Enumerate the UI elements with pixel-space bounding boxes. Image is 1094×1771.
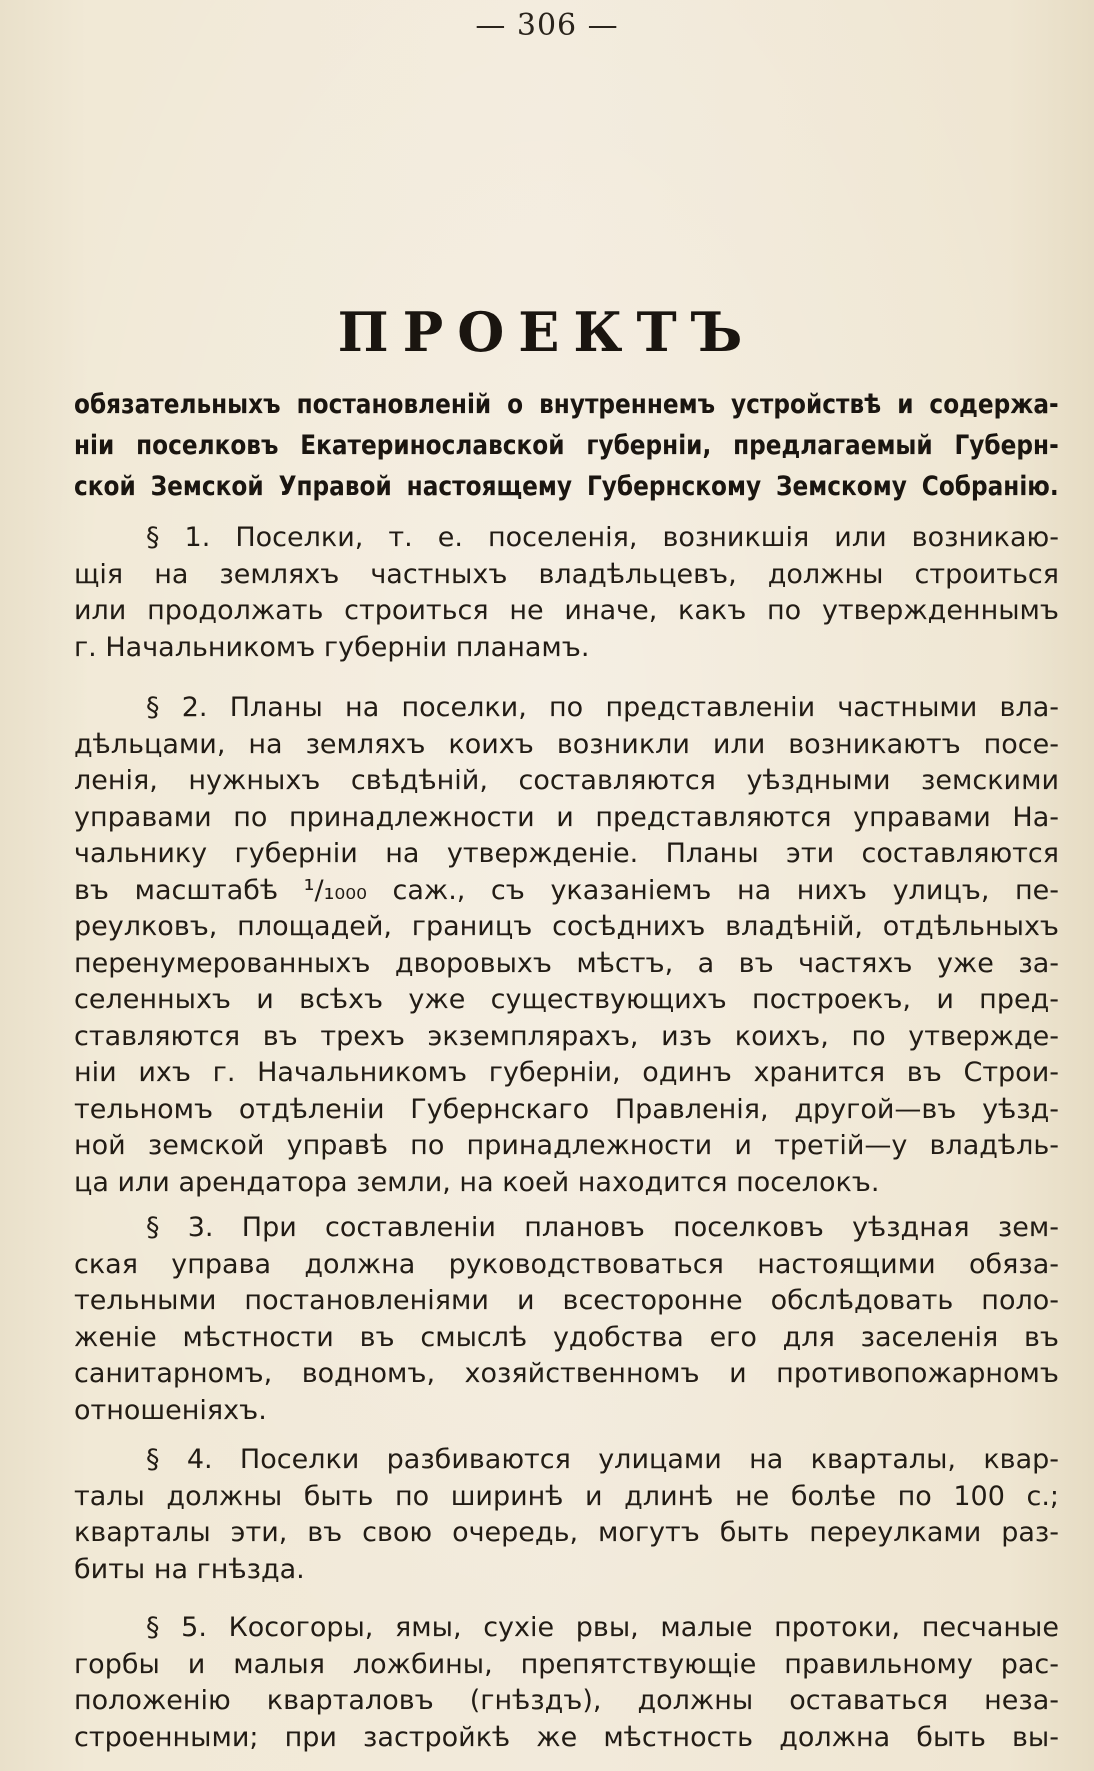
paragraph-line: управами по принадлежности и представляются управами На- (74, 801, 1059, 833)
paragraph-line: ставляются въ трехъ экземплярахъ, изъ коихъ, по утвержде- (74, 1020, 1059, 1052)
subtitle-line: обязательныхъ постановленій о внутреннемъ устройствѣ и содержа- (74, 389, 1059, 420)
paragraph-line: положенію кварталовъ (гнѣздъ), должны оставаться неза- (74, 1685, 1059, 1716)
paragraph-line: талы должны быть по ширинѣ и длинѣ не болѣе по 100 с.; (74, 1480, 1059, 1512)
paragraph-line: или продолжать строиться не иначе, какъ по утвержденнымъ (74, 595, 1059, 626)
paragraph-3 (74, 1210, 1059, 1429)
paragraph-line: § 3. При составленіи плановъ поселковъ уѣздная зем- (146, 1212, 1059, 1243)
paragraph-line: отношеніяхъ. (74, 1394, 267, 1426)
paragraph-line: тельномъ отдѣленіи Губернскаго Правленія, другой—въ уѣзд- (74, 1093, 1059, 1125)
paragraph-line: тельными постановленіями и всесторонне обслѣдовать поло- (74, 1285, 1059, 1316)
paragraph-line: § 5. Косогоры, ямы, сухіе рвы, малые протоки, песчаные (146, 1612, 1059, 1643)
paragraph-line: § 4. Поселки разбиваются улицами на кварталы, квар- (146, 1444, 1059, 1475)
paragraph-line: селенныхъ и всѣхъ уже существующихъ построекъ, и пред- (74, 984, 1059, 1015)
subtitle-line: ской Земской Управой настоящему Губернскому Земскому Собранію. (74, 471, 1059, 502)
paragraph-line: санитарномъ, водномъ, хозяйственномъ и противопожарномъ (74, 1358, 1059, 1389)
paragraph-line: женіе мѣстности въ смыслѣ удобства его для заселенія въ (74, 1321, 1059, 1353)
paragraph-1 (74, 520, 1059, 666)
paragraph-5 (74, 1610, 1059, 1756)
page-number: — 306 — (475, 8, 619, 43)
paragraph-line: дѣльцами, на земляхъ коихъ возникли или возникаютъ посе- (74, 728, 1059, 760)
paragraph-line: биты на гнѣзда. (74, 1553, 305, 1585)
paragraph-line: строенными; при застройкѣ же мѣстность должна быть вы- (74, 1721, 1059, 1753)
paragraph-line: ніи ихъ г. Начальникомъ губерніи, одинъ хранится въ Строи- (74, 1057, 1059, 1088)
paragraph-line: § 2. Планы на поселки, по представленіи частными вла- (146, 692, 1059, 723)
paragraph-line: щія на земляхъ частныхъ владѣльцевъ, должны строиться (74, 558, 1059, 590)
paragraph-2 (74, 690, 1059, 1201)
paragraph-line: горбы и малыя ложбины, препятствующіе правильному рас- (74, 1648, 1059, 1680)
paragraph-line: ленія, нужныхъ свѣдѣній, составляются уѣздными земскими (74, 765, 1059, 796)
subtitle-line: ніи поселковъ Екатеринославской губерніи, предлагаемый Губерн- (74, 430, 1059, 461)
document-subtitle (74, 384, 1059, 507)
document-title: ПРОЕКТЪ (337, 300, 757, 364)
paragraph-line: реулковъ, площадей, границъ сосѣднихъ владѣній, отдѣльныхъ (74, 911, 1059, 942)
paragraph-line: кварталы эти, въ свою очередь, могутъ быть переулками раз- (74, 1517, 1059, 1548)
paragraph-line: въ масштабѣ ¹/₁₀₀₀ саж., съ указаніемъ на нихъ улицъ, пе- (74, 874, 1059, 906)
paragraph-line: чальнику губерніи на утвержденіе. Планы эти составляются (74, 838, 1059, 869)
paragraph-line: ца или арендатора земли, на коей находится поселокъ. (74, 1166, 880, 1198)
paragraph-4 (74, 1442, 1059, 1588)
paragraph-line: г. Начальникомъ губерніи планамъ. (74, 631, 590, 663)
paragraph-line: § 1. Поселки, т. е. поселенія, возникшія или возникаю- (146, 522, 1059, 553)
paragraph-line: перенумерованныхъ дворовыхъ мѣстъ, а въ частяхъ уже за- (74, 947, 1059, 979)
paragraph-line: ной земской управѣ по принадлежности и третій—у владѣль- (74, 1130, 1059, 1161)
paragraph-line: ская управа должна руководствоваться настоящими обяза- (74, 1248, 1059, 1280)
